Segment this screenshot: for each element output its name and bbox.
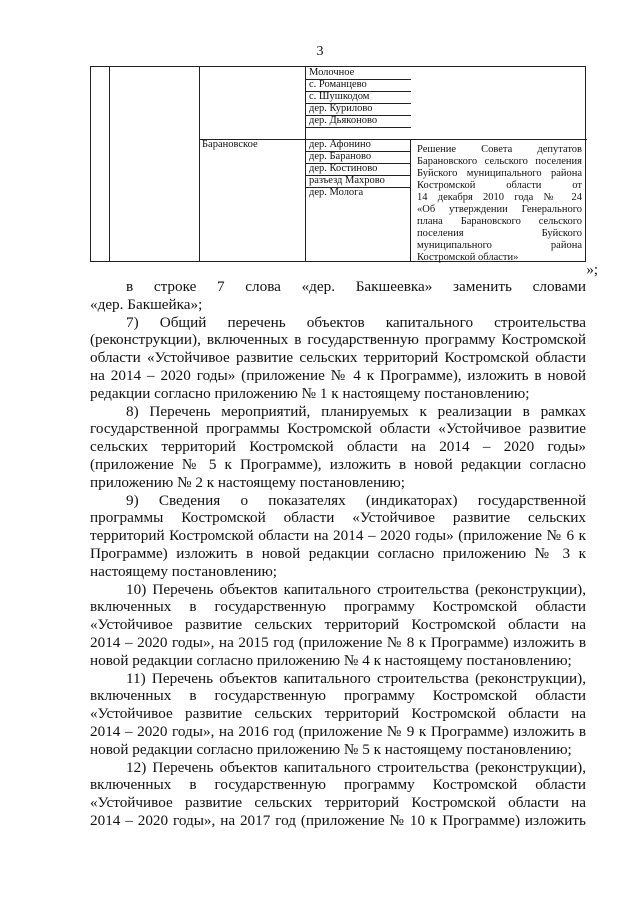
decision-line: «Об утверждении Генерального [417, 204, 582, 215]
table-col-divider [305, 67, 306, 261]
text-line: «Устойчивое развитие сельских территорий Костромской области на [90, 705, 586, 723]
table-col-divider [410, 139, 411, 261]
table-cell-settlement: Барановское [202, 139, 258, 150]
decision-line: Костромской области» [417, 252, 519, 263]
text-line: 11) Перечень объектов капитального строительства (реконструкции), [126, 669, 586, 687]
text-line: государственной программы Костромской области «Устойчивое развитие [90, 420, 586, 438]
text-line: программы Костромской области «Устойчивое развитие сельских [90, 509, 586, 527]
table-cell-locality: дер. Костиново [309, 163, 378, 174]
decision-line: Барановского сельского поселения [417, 156, 582, 167]
text-line: новой редакции согласно приложению № 4 к настоящему постановлению; [90, 651, 572, 669]
decision-line: Буйского муниципального района [417, 168, 582, 179]
decision-line: 14 декабря 2010 года № 24 [417, 192, 582, 203]
decision-line: Костромской области от [417, 180, 582, 191]
text-line: новой редакции согласно приложению № 5 к настоящему постановлению; [90, 740, 572, 758]
table-cell-locality: дер. Курилово [309, 103, 373, 114]
text-line: в строке 7 слова «дер. Бакшеевка» заменить словами [126, 278, 586, 295]
text-line: включенных в государственную программу Костромской области [90, 776, 586, 794]
text-line: редакции согласно приложению № 1 к настоящему постановлению; [90, 384, 530, 402]
table-cell-locality: дер. Бараново [309, 151, 372, 162]
table-cell-locality: дер. Афонино [309, 139, 371, 150]
paragraph [90, 759, 586, 830]
text-line: Программе) изложить в новой редакции согласно приложению № 3 к [90, 544, 586, 562]
text-line: 7) Общий перечень объектов капитального строительства [126, 313, 586, 331]
document-body [90, 278, 586, 830]
text-line: включенных в государственную программу Костромской области [90, 687, 586, 705]
table-col-divider [109, 67, 110, 261]
table-col-divider [199, 67, 200, 261]
text-line: области «Устойчивое развитие сельских территорий Костромской области [90, 349, 586, 367]
text-line: 12) Перечень объектов капитального строительства (реконструкции), [126, 758, 586, 776]
paragraph [90, 314, 586, 403]
text-line: 8) Перечень мероприятий, планируемых к реализации в рамках [126, 402, 586, 420]
table-cell-locality: с. Романцево [309, 79, 367, 90]
decision-line: Решение Совета депутатов [417, 144, 582, 155]
decision-line: поселения Буйского [417, 228, 582, 239]
paragraph [90, 278, 586, 314]
table-cell-locality: дер. Дьяконово [309, 115, 378, 126]
quote-end-mark: »; [586, 262, 598, 278]
decision-line: плана Барановского сельского [417, 216, 582, 227]
text-line: территорий Костромской области на 2014 – 2020 годы» (приложение № 6 к [90, 527, 586, 545]
table-row-divider [305, 127, 411, 128]
text-line: приложению № 2 к настоящему постановлению; [90, 473, 405, 491]
paragraph [90, 581, 586, 670]
decision-line: муниципального района [417, 240, 582, 251]
table-cell-locality: Молочное [309, 67, 355, 78]
text-line: сельских территорий Костромской области на 2014 – 2020 годы» [90, 438, 586, 456]
text-line: 9) Сведения о показателях (индикаторах) государственной [126, 491, 586, 509]
text-line: 2014 – 2020 годы», на 2017 год (приложение № 10 к Программе) изложить [90, 811, 586, 829]
table-cell-locality: разъезд Махрово [309, 175, 385, 186]
table-cell-locality: с. Шушкодом [309, 91, 370, 102]
settlements-table [90, 66, 586, 262]
text-line: 2014 – 2020 годы», на 2016 год (приложение № 9 к Программе) изложить в [90, 722, 586, 740]
text-line: (приложение № 5 к Программе), изложить в новой редакции согласно [90, 455, 586, 473]
paragraph [90, 670, 586, 759]
text-line: настоящему постановлению; [90, 562, 278, 580]
table-cell-decision [417, 144, 582, 264]
text-line: включенных в государственную программу Костромской области [90, 598, 586, 616]
text-line: 10) Перечень объектов капитального строительства (реконструкции), [126, 580, 586, 598]
text-line: (реконструкции), включенных в государственную программу Костромской [90, 331, 586, 349]
text-line: «Устойчивое развитие сельских территорий Костромской области на [90, 794, 586, 812]
paragraph [90, 492, 586, 581]
text-line: на 2014 – 2020 годы» (приложение № 4 к Программе), изложить в новой [90, 366, 586, 384]
paragraph [90, 403, 586, 492]
text-line: 2014 – 2020 годы», на 2015 год (приложение № 8 к Программе) изложить в [90, 633, 586, 651]
page-number: 3 [316, 44, 324, 59]
table-cell-locality: дер. Молога [309, 187, 364, 198]
text-line: «дер. Бакшейка»; [90, 295, 203, 313]
text-line: «Устойчивое развитие сельских территорий Костромской области на [90, 616, 586, 634]
